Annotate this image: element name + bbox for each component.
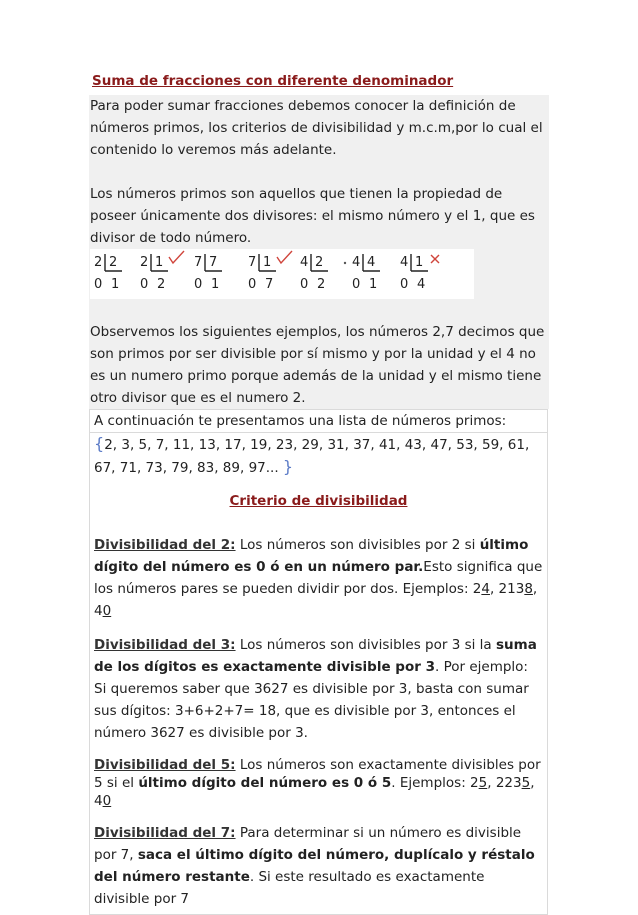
check-mark-icon [277,251,292,263]
div3-heading: Divisibilidad del 3: [94,637,236,653]
div2-ul-3: 0 [102,603,112,619]
brace-close: } [282,457,294,476]
div2-text-2: Esto significa que los números pares se pueden dividir por dos. Ejemplos: 2 [94,559,543,597]
division-quotient: 4 [417,277,426,292]
div2-heading: Divisibilidad del 2: [94,537,236,553]
div2-ul-2: 8 [524,581,533,597]
division-dividend: 4 [400,255,409,270]
brace-open: { [94,434,105,453]
intro-paragraph-1: Para poder sumar fracciones debemos conocer la definición de números primos, los criterios de divisibilidad y m.c.m,por lo cual el contenido lo veremos más adelante. [90,98,543,158]
div5-text-3: , 223 [487,775,522,791]
division-remainder: 0 [400,277,409,292]
div5-bold: último dígito del número es 0 ó 5 [138,775,392,791]
prime-list-values: 2, 3, 5, 7, 11, 13, 17, 19, 23, 29, 31, 37, 41, 43, 47, 53, 59, 61, 67, 71, 73, 79, 83, 89, 97... [94,437,530,476]
division-quotient: 2 [157,277,166,292]
div3-text-1: Los números son divisibles por 3 si la [235,637,496,653]
prime-list [94,433,543,479]
division-remainder: 0 [194,277,203,292]
division-quotient: 1 [369,277,378,292]
division-divisor: 2 [109,255,118,270]
div5-ul-2: 5 [521,775,531,791]
div5-text-4: , 4 [94,775,535,809]
dot-mark [344,262,346,264]
criteria-column [89,433,548,915]
div7-bold: saca el último dígito del número, duplícalo y réstalo del número restante [94,847,535,885]
section-div5 [94,756,543,810]
division-divisor: 1 [415,255,424,270]
division-examples-svg [90,249,474,299]
div7-text-1: Para determinar si un número es divisible por 7, [94,825,522,863]
div5-heading: Divisibilidad del 5: [94,757,236,773]
div3-bold: suma de los dígitos es exactamente divisible por 3 [94,637,537,675]
div7-heading: Divisibilidad del 7: [94,825,236,841]
div7-text-2: . Si este resultado es exactamente divisible por 7 [94,869,485,907]
div2-text-3: , 213 [489,581,525,597]
div5-ul-3: 0 [102,793,112,809]
division-quotient: 7 [265,277,274,292]
division-remainder: 0 [94,277,103,292]
division-divisor: 1 [155,255,164,270]
division-divisor: 2 [315,255,324,270]
div5-text-2: . Ejemplos: 2 [391,775,479,791]
check-mark-icon [169,251,184,263]
division-quotient: 1 [211,277,220,292]
division-remainder: 0 [352,277,361,292]
division-remainder: 0 [140,277,149,292]
division-figure [90,249,474,299]
div2-bold: último dígito del número es 0 ó en un número par. [94,537,529,575]
division-divisor: 1 [263,255,272,270]
intro-paragraph-3: Observemos los siguientes ejemplos, los números 2,7 decimos que son primos por ser divisible por sí mismo y por la unidad y el 4 no es un numero primo porque además de la unidad y el mismo tiene otro divisor que es el numero 2. [90,324,545,406]
division-dividend: 4 [352,255,361,270]
division-dividend: 7 [248,255,257,270]
div5-ul-1: 5 [478,775,488,791]
section-div3 [94,634,543,744]
div2-ul-1: 4 [481,581,490,597]
intro-block [89,95,549,409]
page-title: Suma de fracciones con diferente denominador [92,73,454,89]
document-page [89,66,549,915]
division-remainder: 0 [248,277,257,292]
section-div7 [94,822,543,910]
division-dividend: 7 [194,255,203,270]
section-div2 [94,534,543,622]
division-divisor: 4 [367,255,376,270]
div3-text-2: . Por ejemplo: Si queremos saber que 3627 es divisible por 3, basta con sumar sus dígitos: 3+6+2+7= 18, que es divisible por 3, entonces el número 3627 es divisible por 3. [94,659,529,741]
intro-paragraph-2: Los números primos son aquellos que tienen la propiedad de poseer únicamente dos divisores: el mismo número y el 1, que es divisor de todo número. [90,186,535,246]
div2-text-4: , 4 [94,581,538,619]
division-remainder: 0 [300,277,309,292]
division-dividend: 2 [140,255,149,270]
division-dividend: 2 [94,255,103,270]
division-quotient: 2 [317,277,326,292]
prime-list-intro: A continuación te presentamos una lista de números primos: [89,409,548,433]
criteria-title: Criterio de divisibilidad [229,493,408,509]
div5-text-1: Los números son exactamente divisibles por 5 si el [94,757,541,791]
division-dividend: 4 [300,255,309,270]
div2-text-1: Los números son divisibles por 2 si [235,537,480,553]
division-divisor: 7 [209,255,218,270]
division-quotient: 1 [111,277,120,292]
